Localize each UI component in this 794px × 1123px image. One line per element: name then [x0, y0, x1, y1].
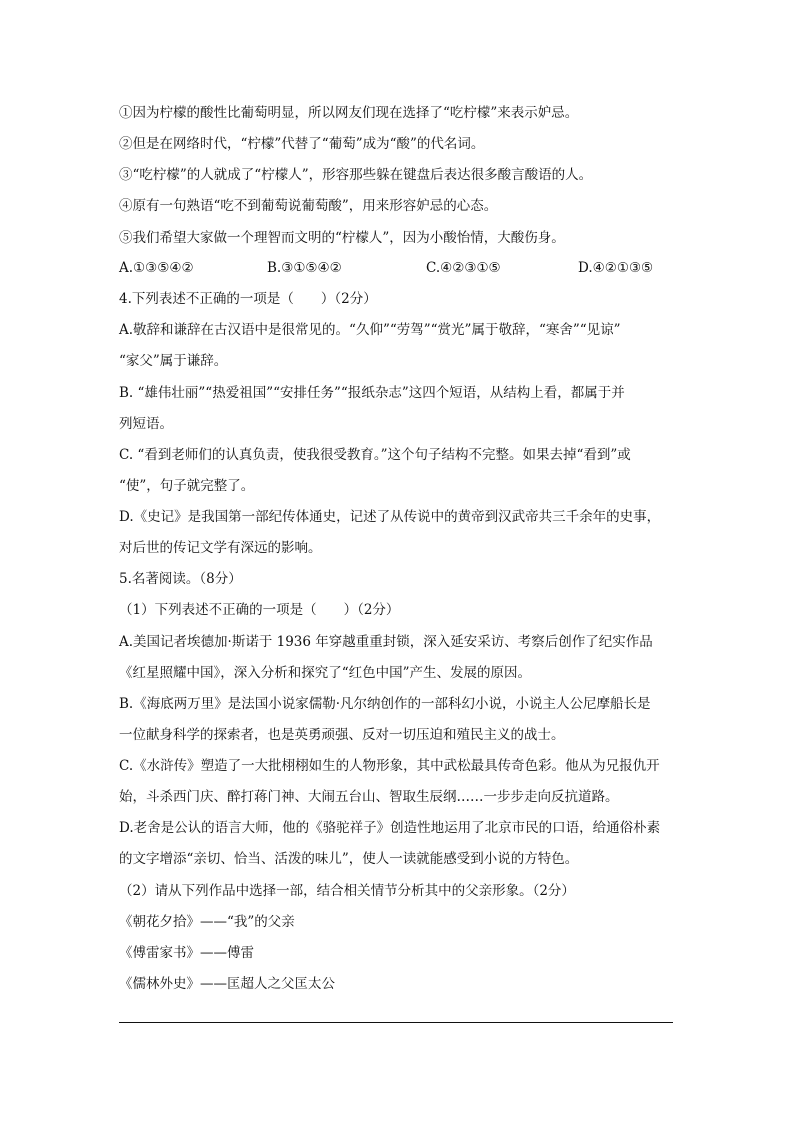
q4-option-b-line1: B. “雄伟壮丽”“热爱祖国”“安排任务”“报纸杂志”这四个短语，从结构上看，都属于并 — [119, 385, 625, 401]
q5-work-1: 《朝花夕拾》——“我”的父亲 — [119, 914, 295, 930]
sentence-2: ②但是在网络时代，“柠檬”代替了“葡萄”成为“酸”的代名词。 — [119, 136, 485, 152]
q4-option-c-line1: C. “看到老师们的认真负责，使我很受教育。”这个句子结构不完整。如果去掉“看到”或 — [119, 447, 631, 463]
sentence-5: ⑤我们希望大家做一个理智而文明的“柠檬人”，因为小酸怡情，大酸伤身。 — [119, 230, 565, 246]
q4-stem: 4.下列表述不正确的一项是（ ）（2分） — [119, 291, 377, 307]
q4-option-d-line2: 对后世的传记文学有深远的影响。 — [119, 540, 322, 556]
sentence-4: ④原有一句熟语“吃不到葡萄说葡萄酸”，用来形容妒忌的心态。 — [119, 198, 498, 214]
q4-option-c-line2: “使”，句子就完整了。 — [119, 478, 255, 494]
q4-option-a-line2: “家父”属于谦辞。 — [119, 353, 228, 369]
q3-option-d: D.④②①③⑤ — [578, 260, 654, 276]
q5-option-b-line2: 一位献身科学的探索者，也是英勇顽强、反对一切压迫和殖民主义的战士。 — [119, 727, 565, 743]
q4-option-a-line1: A.敬辞和谦辞在古汉语中是很常见的。“久仰”“劳驾”“赏光”属于敬辞，“寒舍”“见谅” — [119, 322, 621, 338]
q5-option-a-line2: 《红星照耀中国》，深入分析和探究了“红色中国”产生、发展的原因。 — [119, 665, 532, 681]
q3-option-b: B.③①⑤④② — [267, 260, 342, 276]
q5-option-c-line1: C.《水浒传》塑造了一大批栩栩如生的人物形象，其中武松最具传奇色彩。他从为兄报仇开 — [119, 758, 660, 774]
q5-option-a-line1: A.美国记者埃德加·斯诺于 1936 年穿越重重封锁，深入延安采访、考察后创作了纪实作品 — [119, 634, 653, 650]
q5-option-b-line1: B.《海底两万里》是法国小说家儒勒·凡尔纳创作的一部科幻小说，小说主人公尼摩船长是 — [119, 696, 651, 712]
q5-option-c-line2: 始，斗杀西门庆、醉打蒋门神、大闹五台山、智取生辰纲……一步步走向反抗道路。 — [119, 789, 619, 805]
q5-stem: 5.名著阅读。（8分） — [119, 571, 242, 587]
sentence-3: ③“吃柠檬”的人就成了“柠檬人”，形容那些躲在键盘后表达很多酸言酸语的人。 — [119, 167, 593, 183]
q4-option-d-line1: D.《史记》是我国第一部纪传体通史，记述了从传说中的黄帝到汉武帝共三千余年的史事， — [119, 509, 661, 525]
q4-option-b-line2: 列短语。 — [119, 416, 173, 432]
q3-option-a: A.①③⑤④② — [119, 260, 194, 276]
answer-line[interactable] — [119, 1022, 673, 1023]
q5-option-d-line2: 的文字增添“亲切、恰当、活泼的味儿”，使人一读就能感受到小说的方特色。 — [119, 851, 579, 867]
q5-work-3: 《儒林外史》——匡超人之父匡太公 — [119, 976, 335, 992]
q5-work-2: 《傅雷家书》——傅雷 — [119, 945, 254, 961]
sentence-1: ①因为柠檬的酸性比葡萄明显，所以网友们现在选择了“吃柠檬”来表示妒忌。 — [119, 105, 579, 121]
q5-sub1: （1）下列表述不正确的一项是（ ）（2分） — [119, 602, 400, 618]
q3-option-c: C.④②③①⑤ — [426, 260, 501, 276]
q5-sub2: （2）请从下列作品中选择一部，结合相关情节分析其中的父亲形象。（2分） — [119, 883, 575, 899]
q5-option-d-line1: D.老舍是公认的语言大师，他的《骆驼祥子》创造性地运用了北京市民的口语，给通俗朴素 — [119, 820, 661, 836]
